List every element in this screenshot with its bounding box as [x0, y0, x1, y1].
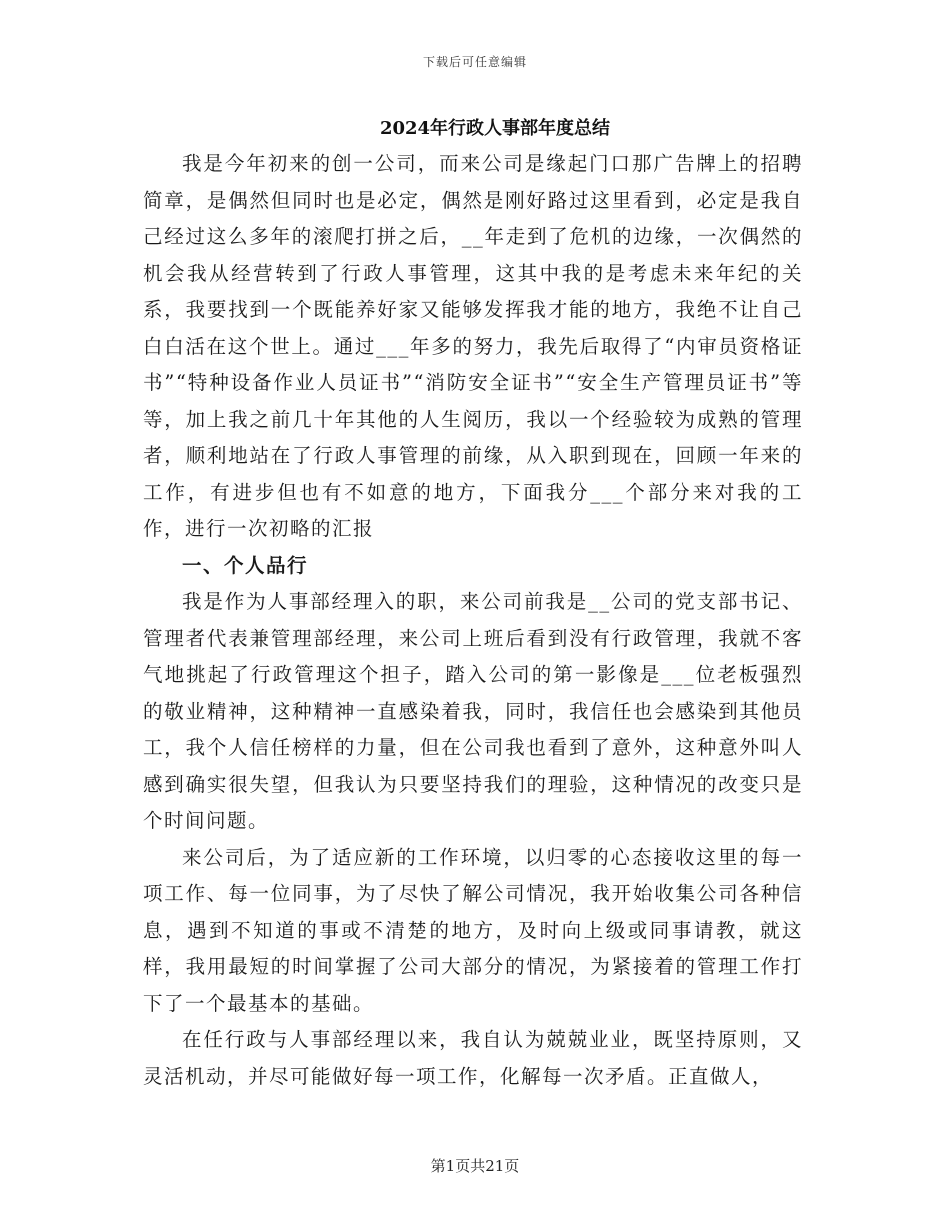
- paragraph-intro: 我是今年初来的创一公司，而来公司是缘起门口那广告牌上的招聘简章，是偶然但同时也是必定，偶然是刚好路过这里看到，必定是我自己经过这么多年的滚爬打拼之后，__年走到了危机的边缘，一次偶然的机会我从经营转到了行政人事管理，这其中我的是考虑未来年纪的关系，我要找到一个既能养好家又能够发挥我才能的地方，我绝不让自己白白活在这个世上。通过___年多的努力，我先后取得了“内审员资格证书”“特种设备作业人员证书”“消防安全证书”“安全生产管理员证书”等等，加上我之前几十年其他的人生阅历，我以一个经验较为成熟的管理者，顺利地站在了行政人事管理的前缘，从入职到现在，回顾一年来的工作，有进步但也有不如意的地方，下面我分___个部分来对我的工作，进行一次初略的汇报: [143, 152, 803, 540]
- document-body: [143, 146, 803, 1095]
- paragraph-adaptation: 来公司后，为了适应新的工作环境，以归零的心态接收这里的每一项工作、每一位同事，为了尽快了解公司情况，我开始收集公司各种信息，遇到不知道的事或不清楚的地方，及时向上级或同事请教，就这样，我用最短的时间掌握了公司大部分的情况，为紧接着的管理工作打下了一个最基本的基础。: [143, 845, 803, 1015]
- section-heading-personal-conduct: 一、个人品行: [182, 553, 309, 577]
- paragraph-tenure: 在任行政与人事部经理以来，我自认为兢兢业业，既坚持原则，又灵活机动，并尽可能做好每一项工作，化解每一次矛盾。正直做人，: [143, 1028, 803, 1088]
- paragraph-role: 我是作为人事部经理入的职，来公司前我是__公司的党支部书记、管理者代表兼管理部经理，来公司上班后看到没有行政管理，我就不客气地挑起了行政管理这个担子，踏入公司的第一影像是___位老板强烈的敬业精神，这种精神一直感染着我，同时，我信任也会感染到其他员工，我个人信任榜样的力量，但在公司我也看到了意外，这种意外叫人感到确实很失望，但我认为只要坚持我们的理验，这种情况的改变只是个时间问题。: [143, 590, 803, 832]
- document-title: 2024年行政人事部年度总结: [379, 118, 611, 139]
- header-note: 下载后可任意编辑: [422, 55, 527, 69]
- page-number-footer: 第1页共21页: [430, 1157, 520, 1175]
